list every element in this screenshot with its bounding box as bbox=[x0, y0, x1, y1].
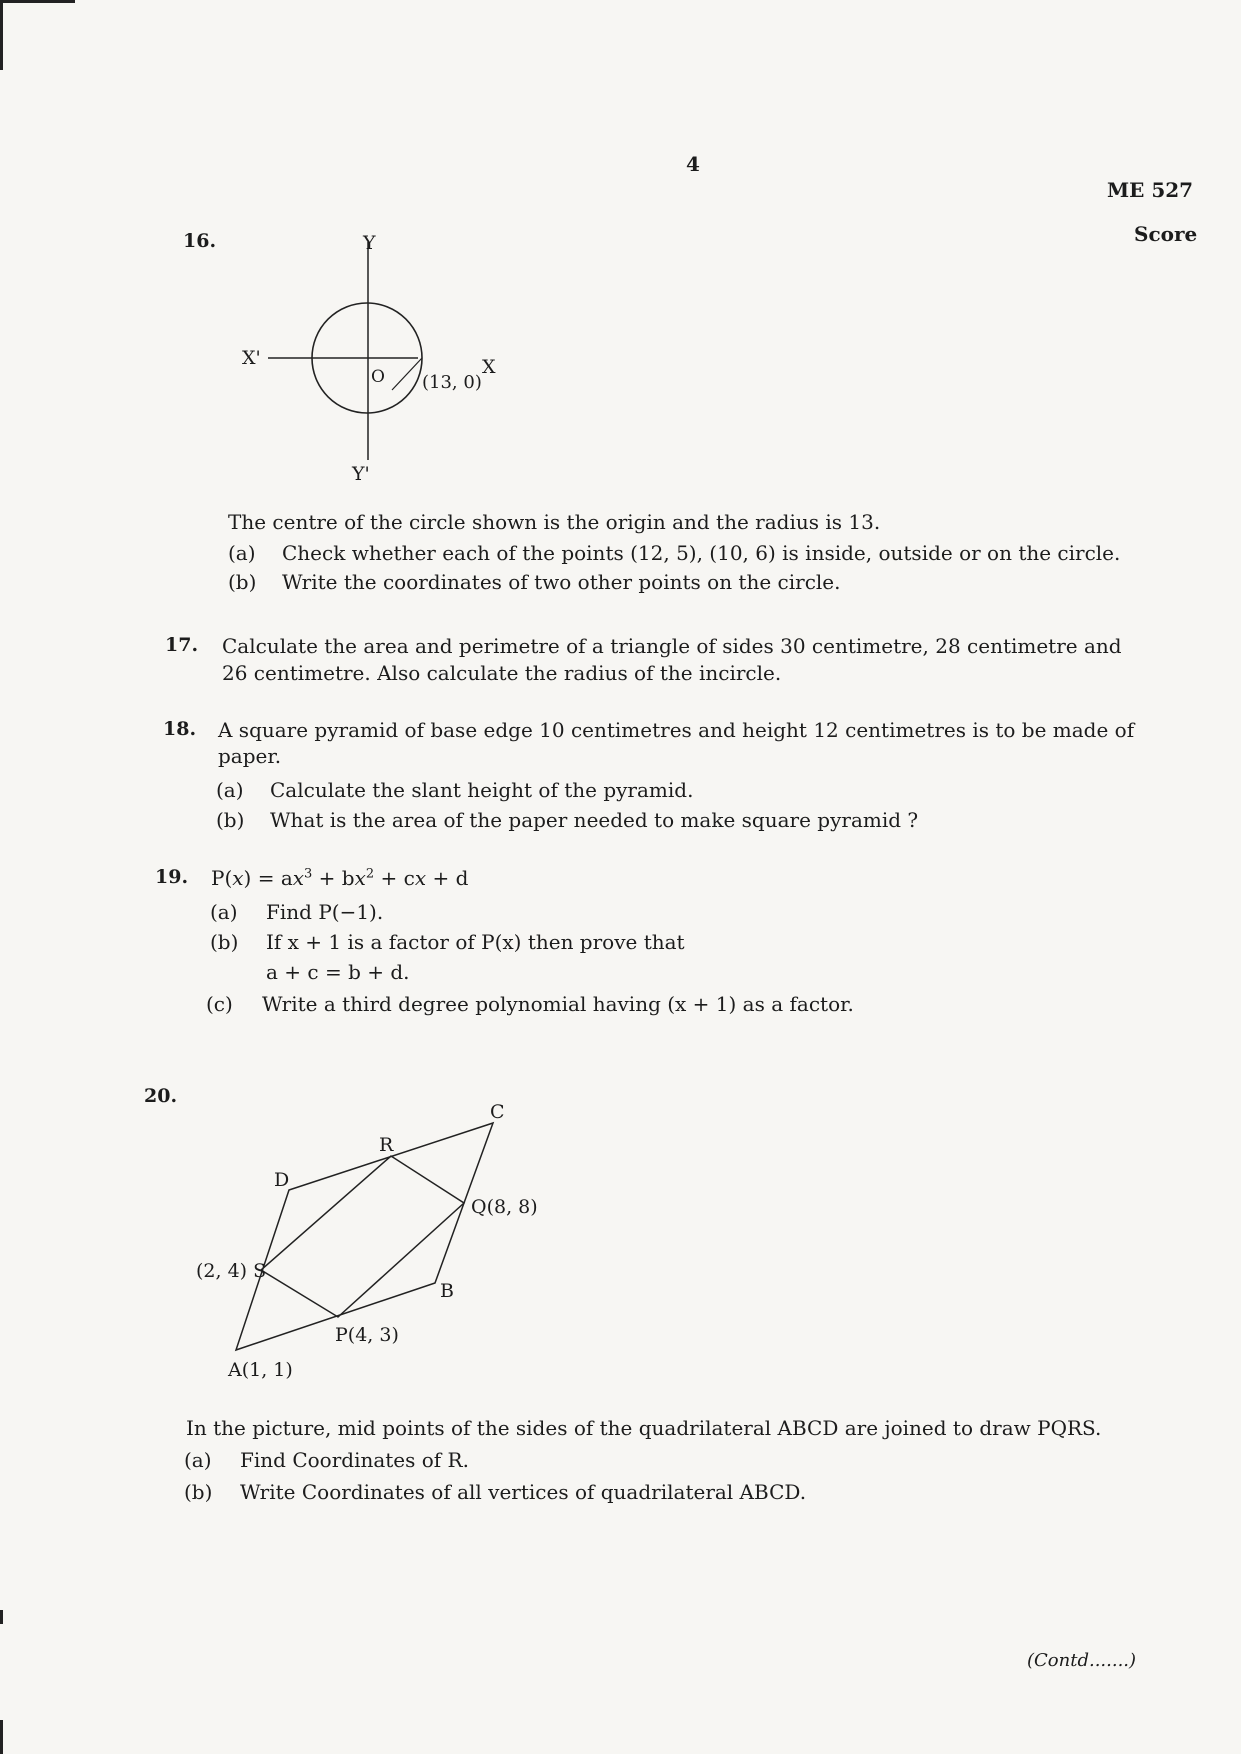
scan-edge-mark bbox=[0, 0, 3, 70]
vertex-q-label: Q(8, 8) bbox=[471, 1196, 538, 1218]
vertex-s-label: (2, 4) S bbox=[196, 1260, 267, 1282]
q18-part-a: Calculate the slant height of the pyramid. bbox=[270, 778, 694, 802]
vertex-d-label: D bbox=[274, 1169, 290, 1191]
question-number: 18. bbox=[163, 718, 197, 740]
question-number: 20. bbox=[144, 1085, 178, 1107]
q17-line1: Calculate the area and perimetre of a triangle of sides 30 centimetre, 28 centimetre and bbox=[222, 634, 1122, 658]
q19-part-c: Write a third degree polynomial having (x + 1) as a factor. bbox=[262, 992, 854, 1016]
q20-part-b: Write Coordinates of all vertices of quadrilateral ABCD. bbox=[240, 1480, 807, 1504]
paper-code: ME 527 bbox=[1107, 178, 1194, 202]
x-prime-label: X' bbox=[242, 347, 261, 369]
q16-part-a: Check whether each of the points (12, 5), (10, 6) is inside, outside or on the circle. bbox=[282, 541, 1121, 565]
part-label: (a) bbox=[216, 778, 244, 802]
x-label: X bbox=[482, 356, 496, 378]
q16-stem: The centre of the circle shown is the origin and the radius is 13. bbox=[228, 510, 881, 534]
q18-line2: paper. bbox=[218, 744, 282, 768]
q17-line2: 26 centimetre. Also calculate the radius of the incircle. bbox=[222, 661, 782, 685]
part-label: (c) bbox=[206, 992, 233, 1016]
q20-stem: In the picture, mid points of the sides of the quadrilateral ABCD are joined to draw PQRS. bbox=[186, 1416, 1102, 1440]
q19-part-b-line2: a + c = b + d. bbox=[266, 960, 410, 984]
q19-part-b: If x + 1 is a factor of P(x) then prove that bbox=[266, 930, 685, 954]
scan-edge-mark bbox=[0, 1720, 3, 1754]
vertex-b-label: B bbox=[440, 1280, 454, 1302]
part-label: (b) bbox=[216, 808, 245, 832]
scan-edge-mark bbox=[0, 1610, 3, 1624]
part-label: (a) bbox=[210, 900, 238, 924]
y-prime-label: Y' bbox=[352, 463, 370, 485]
point-label: (13, 0) bbox=[422, 372, 482, 393]
question-number: 16. bbox=[183, 230, 217, 252]
vertex-a-label: A(1, 1) bbox=[228, 1359, 293, 1381]
q19-polynomial: $P(x) = ax^3 + bx^2$ + cx + d bbox=[211, 866, 469, 890]
part-label: (b) bbox=[184, 1480, 213, 1504]
vertex-p-label: P(4, 3) bbox=[335, 1324, 399, 1346]
question-number: 19. bbox=[155, 866, 189, 888]
part-label: (b) bbox=[228, 570, 257, 594]
scan-edge-mark bbox=[0, 0, 75, 17]
vertex-c-label: C bbox=[490, 1101, 505, 1123]
q20-part-a: Find Coordinates of R. bbox=[240, 1448, 469, 1472]
q16-part-b: Write the coordinates of two other points on the circle. bbox=[282, 570, 841, 594]
origin-label: O bbox=[371, 367, 385, 387]
y-label: Y bbox=[363, 232, 376, 254]
quadrilateral-figure bbox=[180, 1085, 560, 1385]
q18-line1: A square pyramid of base edge 10 centimetres and height 12 centimetres is to be made of bbox=[218, 718, 1135, 742]
page-number: 4 bbox=[686, 152, 700, 176]
vertex-r-label: R bbox=[379, 1134, 394, 1156]
circle-figure bbox=[230, 230, 520, 490]
part-label: (a) bbox=[184, 1448, 212, 1472]
quadrilateral-pqrs bbox=[261, 1156, 464, 1317]
question-number: 17. bbox=[165, 634, 199, 656]
q18-part-b: What is the area of the paper needed to make square pyramid ? bbox=[270, 808, 919, 832]
continued-note: (Contd.......) bbox=[1027, 1650, 1137, 1671]
part-label: (a) bbox=[228, 541, 256, 565]
quadrilateral-abcd bbox=[236, 1123, 493, 1350]
radius-pointer bbox=[392, 358, 422, 390]
score-label: Score bbox=[1134, 222, 1198, 246]
q19-part-a: Find P(−1). bbox=[266, 900, 384, 924]
part-label: (b) bbox=[210, 930, 239, 954]
